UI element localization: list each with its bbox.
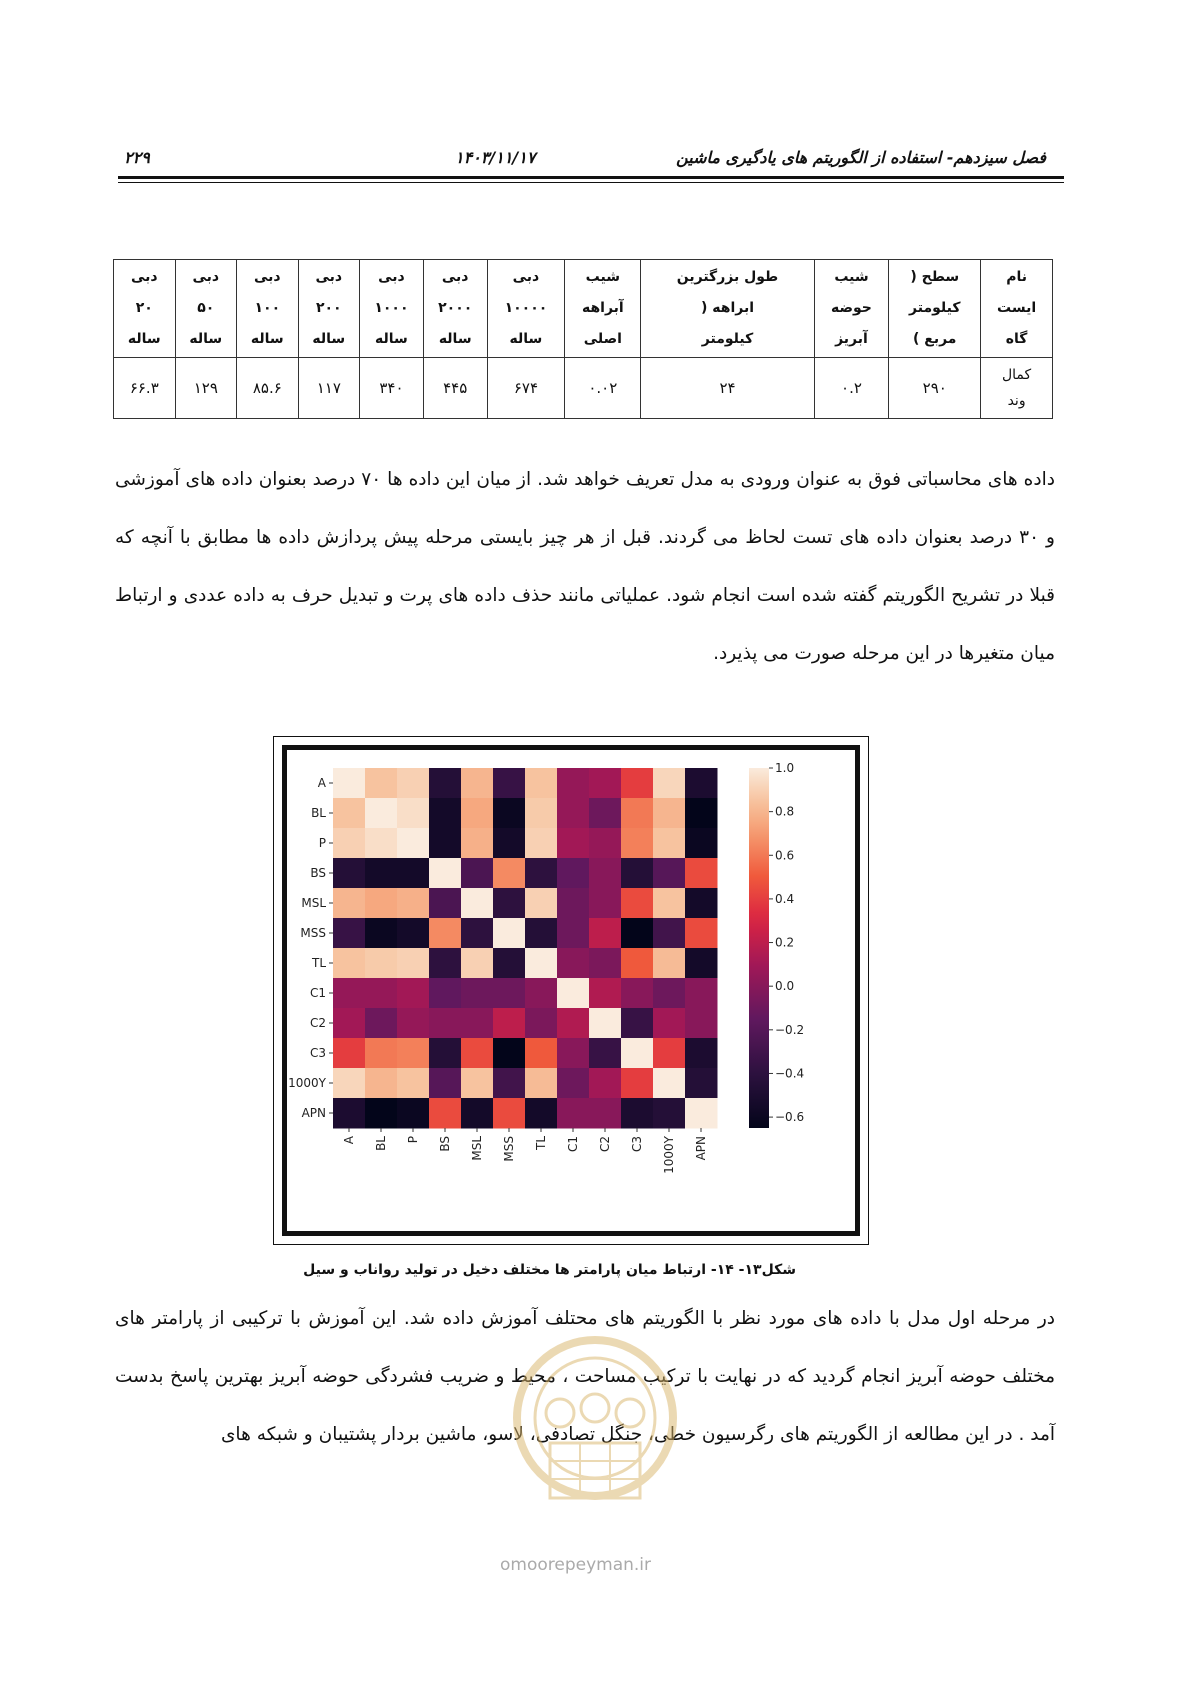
heatmap-cell xyxy=(461,858,494,889)
heatmap-cell xyxy=(333,948,366,979)
y-tick-label: A xyxy=(317,776,326,790)
heatmap-cell xyxy=(653,948,686,979)
heatmap-cell xyxy=(525,768,558,799)
heatmap-cell xyxy=(397,798,430,829)
header-line: دبی xyxy=(512,269,540,285)
heatmap-cell xyxy=(557,1038,590,1069)
y-tick-label: BL xyxy=(311,806,326,820)
heatmap-cell xyxy=(493,1008,526,1039)
heatmap-cell xyxy=(397,948,430,979)
colorbar-tick-label: 0.6 xyxy=(775,848,795,863)
heatmap-cell xyxy=(653,1098,686,1129)
heatmap-cell xyxy=(333,1068,366,1099)
paragraph-preprocessing: داده های محاسباتی فوق به عنوان ورودی به مدل تعریف خواهد شد. از میان این داده ها ۷۰ درصد بعنوان داده های آموزشی و ۳۰ درصد بعنوان داده های تست لحاظ می گردند. قبل از هر چیز بایستی مرحله پیش پردازش داده ها مطابق با آنچه که قبلا در تشریح الگوریتم گفته شده است انجام شود. عملیاتی مانند حذف داده های پرت و تبدیل حرف به داده عددی و ارتباط میان متغیرها در این مرحله صورت می پذیرد. xyxy=(115,469,1055,664)
table-header-cell xyxy=(175,260,236,358)
header-line: ۲۰۰ xyxy=(315,300,342,316)
header-line: کیلومتر xyxy=(701,331,754,347)
discharge-table xyxy=(113,259,1053,419)
header-line: حوضه xyxy=(831,300,872,316)
x-tick-label: P xyxy=(406,1136,420,1144)
heatmap-cell xyxy=(685,1068,718,1099)
heatmap-cell xyxy=(621,858,654,889)
heatmap-cell xyxy=(621,918,654,949)
heatmap-cell xyxy=(653,1068,686,1099)
heatmap-cell xyxy=(397,1038,430,1069)
correlation-heatmap xyxy=(287,750,857,1233)
heatmap-cell xyxy=(365,858,398,889)
table-header-cell xyxy=(641,260,814,358)
x-tick-label: 1000Y xyxy=(662,1136,676,1174)
heatmap-cell xyxy=(333,888,366,919)
x-tick-label: APN xyxy=(694,1136,708,1161)
heatmap-cell xyxy=(525,828,558,859)
header-line: گاه xyxy=(1005,331,1028,347)
table-header-cell xyxy=(565,260,641,358)
heatmap-cell xyxy=(493,978,526,1009)
heatmap-cell xyxy=(397,858,430,889)
heatmap-cell xyxy=(397,1008,430,1039)
heatmap-cell xyxy=(461,948,494,979)
heatmap-cell xyxy=(589,918,622,949)
page-date: ۱۴۰۳/۱۱/۱۷ xyxy=(455,148,536,167)
heatmap-cell xyxy=(397,918,430,949)
header-line: ۱۰۰۰۰ xyxy=(504,300,548,316)
y-tick-label: C3 xyxy=(309,1046,326,1060)
header-line: کیلومتر xyxy=(909,300,961,316)
heatmap-cell xyxy=(429,768,462,799)
colorbar-tick-label: −0.6 xyxy=(775,1110,805,1125)
table-cell xyxy=(981,358,1053,419)
heatmap-cell xyxy=(557,1068,590,1099)
header-line: آبریز xyxy=(835,331,868,347)
heatmap-cell xyxy=(429,948,462,979)
heatmap-cell xyxy=(685,1098,718,1129)
header-line: ساله xyxy=(438,331,472,347)
heatmap-cell xyxy=(621,828,654,859)
heatmap-cell xyxy=(333,798,366,829)
table-cell: ۱۲۹ xyxy=(175,358,236,419)
watermark-url: omoorepeyman.ir xyxy=(500,1555,652,1575)
heatmap-cell xyxy=(429,798,462,829)
heatmap-cell xyxy=(333,828,366,859)
heatmap-cell xyxy=(493,798,526,829)
heatmap-cell xyxy=(557,948,590,979)
heatmap-cell xyxy=(653,888,686,919)
heatmap-cell xyxy=(653,918,686,949)
x-tick-label: A xyxy=(342,1136,356,1145)
table-header-cell xyxy=(114,260,176,358)
heatmap-cell xyxy=(525,858,558,889)
table-header-cell xyxy=(360,260,424,358)
heatmap-cell xyxy=(589,888,622,919)
heatmap-cell xyxy=(525,888,558,919)
table-cell: ۶۶.۳ xyxy=(114,358,176,419)
heatmap-cell xyxy=(397,828,430,859)
heatmap-cell xyxy=(653,768,686,799)
heatmap-cell xyxy=(461,1068,494,1099)
y-tick-label: TL xyxy=(311,956,326,970)
heatmap-cell xyxy=(461,1038,494,1069)
heatmap-cell xyxy=(365,918,398,949)
heatmap-cell xyxy=(333,1008,366,1039)
heatmap-cell xyxy=(525,1098,558,1129)
heatmap-cell xyxy=(365,1008,398,1039)
table-header-cell xyxy=(423,260,487,358)
y-tick-label: BS xyxy=(310,866,326,880)
heatmap-cell xyxy=(621,1098,654,1129)
heatmap-cell xyxy=(557,1008,590,1039)
heatmap-cell xyxy=(365,1098,398,1129)
header-line: شیب xyxy=(585,269,620,285)
heatmap-cell xyxy=(493,918,526,949)
heatmap-cell xyxy=(365,1068,398,1099)
y-tick-label: MSS xyxy=(300,926,326,940)
table-cell: ۰.۰۲ xyxy=(565,358,641,419)
heatmap-cell xyxy=(653,1038,686,1069)
table-cell: ۸۵.۶ xyxy=(237,358,298,419)
y-tick-label: MSL xyxy=(301,896,326,910)
table-cell: ۰.۲ xyxy=(814,358,889,419)
heatmap-cell xyxy=(461,888,494,919)
x-tick-label: MSS xyxy=(502,1136,516,1162)
x-tick-label: BS xyxy=(438,1136,452,1152)
heatmap-cell xyxy=(685,1038,718,1069)
heatmap-cell xyxy=(429,1008,462,1039)
heatmap-cell xyxy=(493,1098,526,1129)
heatmap-cell xyxy=(557,978,590,1009)
heatmap-cell xyxy=(653,828,686,859)
x-tick-label: C1 xyxy=(566,1136,580,1153)
heatmap-cell xyxy=(589,858,622,889)
y-tick-label: APN xyxy=(301,1106,326,1120)
colorbar-tick-label: −0.4 xyxy=(775,1066,805,1081)
heatmap-cell xyxy=(685,798,718,829)
heatmap-cell xyxy=(685,768,718,799)
header-line: ساله xyxy=(375,331,408,347)
heatmap-cell xyxy=(525,1038,558,1069)
heatmap-cell xyxy=(333,1098,366,1129)
heatmap-cell xyxy=(493,1068,526,1099)
header-line: دبی xyxy=(130,269,158,285)
heatmap-cell xyxy=(653,1008,686,1039)
table-header-cell xyxy=(981,260,1053,358)
colorbar-tick-label: −0.2 xyxy=(775,1022,805,1037)
header-line: طول بزرگترین xyxy=(676,269,779,285)
colorbar-tick-label: 1.0 xyxy=(775,761,795,775)
heatmap-cell xyxy=(493,858,526,889)
heatmap-cell xyxy=(589,1068,622,1099)
x-tick-label: C3 xyxy=(630,1136,644,1153)
colorbar-tick-label: 0.0 xyxy=(775,979,795,994)
heatmap-cell xyxy=(333,978,366,1009)
table-cell: ۴۴۵ xyxy=(423,358,487,419)
header-line: ساله xyxy=(250,331,284,347)
header-line: دبی xyxy=(315,269,343,285)
heatmap-cell xyxy=(685,918,718,949)
heatmap-cell xyxy=(557,768,590,799)
heatmap-cell xyxy=(525,1068,558,1099)
watermark-logo xyxy=(490,1313,700,1543)
heatmap-cell xyxy=(429,828,462,859)
header-line: سطح ( xyxy=(910,269,960,285)
heatmap-cell xyxy=(461,768,494,799)
header-line: ساله xyxy=(127,331,161,347)
heatmap-cell xyxy=(589,1038,622,1069)
heatmap-cell xyxy=(557,858,590,889)
heatmap-cell xyxy=(589,768,622,799)
header-line: آبراهه xyxy=(581,300,624,316)
heatmap-cell xyxy=(589,1098,622,1129)
heatmap-cell xyxy=(589,798,622,829)
heatmap-cell xyxy=(525,978,558,1009)
heatmap-cell xyxy=(589,828,622,859)
heatmap-cell xyxy=(525,918,558,949)
heatmap-cell xyxy=(493,888,526,919)
heatmap-cell xyxy=(685,858,718,889)
y-tick-label: 1000Y xyxy=(288,1076,326,1090)
heatmap-cell xyxy=(525,798,558,829)
heatmap-cell xyxy=(621,798,654,829)
heatmap-cell xyxy=(557,918,590,949)
heatmap-cell xyxy=(365,768,398,799)
header-line: ایست xyxy=(997,300,1037,316)
heatmap-cell xyxy=(557,888,590,919)
x-tick-label: C2 xyxy=(598,1136,612,1153)
heatmap-cell xyxy=(365,948,398,979)
heatmap-cell xyxy=(685,828,718,859)
heatmap-cell xyxy=(365,828,398,859)
header-rule-thin xyxy=(118,182,1064,183)
header-line: ساله xyxy=(189,331,223,347)
y-tick-label: P xyxy=(318,836,326,850)
header-line: اصلی xyxy=(583,331,622,347)
heatmap-cell xyxy=(557,1098,590,1129)
colorbar-tick-label: 0.2 xyxy=(775,935,795,950)
heatmap-cell xyxy=(333,918,366,949)
x-tick-label: BL xyxy=(374,1136,388,1151)
heatmap-cell xyxy=(621,978,654,1009)
colorbar xyxy=(749,768,769,1128)
table-header-row xyxy=(114,260,1053,358)
table-row xyxy=(114,358,1053,419)
heatmap-cell xyxy=(493,768,526,799)
heatmap-cell xyxy=(429,978,462,1009)
heatmap-cell xyxy=(333,1038,366,1069)
heatmap-cell xyxy=(653,978,686,1009)
heatmap-cell xyxy=(397,1068,430,1099)
heatmap-cell xyxy=(621,1008,654,1039)
heatmap-cell xyxy=(621,768,654,799)
heatmap-cell xyxy=(397,978,430,1009)
colorbar-tick-label: 0.4 xyxy=(775,891,795,906)
heatmap-cell xyxy=(397,1098,430,1129)
figure-caption: شکل۱۳- ۱۴- ارتباط میان پارامتر ها مختلف دخیل در تولید رواناب و سیل xyxy=(303,1262,796,1278)
heatmap-cell xyxy=(333,858,366,889)
figure-frame xyxy=(282,745,860,1236)
heatmap-cell xyxy=(653,858,686,889)
heatmap-cell xyxy=(557,828,590,859)
table-header-cell xyxy=(889,260,981,358)
header-line: ۲۰۰۰ xyxy=(438,300,473,316)
header-line: ساله xyxy=(509,331,543,347)
heatmap-cell xyxy=(461,918,494,949)
correlation-figure xyxy=(273,736,869,1245)
heatmap-cell xyxy=(589,978,622,1009)
table-header-cell xyxy=(814,260,889,358)
x-tick-label: MSL xyxy=(470,1136,484,1161)
heatmap-cell xyxy=(461,828,494,859)
header-line: ۵۰ xyxy=(197,300,215,316)
y-tick-label: C1 xyxy=(309,986,326,1000)
heatmap-cell xyxy=(397,888,430,919)
header-line: دبی xyxy=(254,269,281,285)
heatmap-cell xyxy=(493,948,526,979)
heatmap-cell xyxy=(429,918,462,949)
header-line: دبی xyxy=(378,269,405,285)
x-tick-label: TL xyxy=(534,1136,548,1151)
station-name-line: کمال xyxy=(1001,367,1032,383)
heatmap-cell xyxy=(429,858,462,889)
header-line: ابراهه ( xyxy=(700,300,755,316)
heatmap-cell xyxy=(525,1008,558,1039)
header-line: ساله xyxy=(312,331,346,347)
heatmap-cell xyxy=(557,798,590,829)
table-cell: ۲۹۰ xyxy=(889,358,981,419)
heatmap-cell xyxy=(685,888,718,919)
heatmap-cell xyxy=(429,1098,462,1129)
heatmap-cell xyxy=(493,828,526,859)
heatmap-cell xyxy=(653,798,686,829)
heatmap-cell xyxy=(461,978,494,1009)
table-header-cell xyxy=(237,260,298,358)
heatmap-cell xyxy=(461,1098,494,1129)
heatmap-cell xyxy=(365,798,398,829)
heatmap-cell xyxy=(461,1008,494,1039)
heatmap-cell xyxy=(365,1038,398,1069)
heatmap-cell xyxy=(621,1068,654,1099)
heatmap-cell xyxy=(397,768,430,799)
heatmap-cell xyxy=(685,1008,718,1039)
table-cell: ۱۱۷ xyxy=(298,358,359,419)
heatmap-cell xyxy=(365,978,398,1009)
header-line: ۲۰ xyxy=(135,300,153,316)
heatmap-cell xyxy=(429,1038,462,1069)
heatmap-cell xyxy=(429,888,462,919)
heatmap-cell xyxy=(621,948,654,979)
heatmap-cell xyxy=(621,1038,654,1069)
header-line: ۱۰۰ xyxy=(254,300,281,316)
table-cell: ۲۴ xyxy=(641,358,814,419)
heatmap-cell xyxy=(589,1008,622,1039)
header-line: نام xyxy=(1006,269,1027,285)
table-header-cell xyxy=(487,260,565,358)
heatmap-cell xyxy=(365,888,398,919)
page-number: ۲۲۹ xyxy=(124,148,150,167)
heatmap-cell xyxy=(461,798,494,829)
header-rule xyxy=(118,176,1064,179)
table-header-cell xyxy=(298,260,359,358)
header-line: دبی xyxy=(441,269,469,285)
heatmap-cell xyxy=(493,1038,526,1069)
heatmap-cell xyxy=(621,888,654,919)
y-tick-label: C2 xyxy=(309,1016,326,1030)
heatmap-cell xyxy=(685,978,718,1009)
header-line: شیب xyxy=(834,269,869,285)
heatmap-cell xyxy=(525,948,558,979)
heatmap-cell xyxy=(685,948,718,979)
heatmap-cell xyxy=(589,948,622,979)
table-cell: ۶۷۴ xyxy=(487,358,565,419)
chapter-title: فصل سیزدهم- استفاده از الگوریتم های یادگیری ماشین xyxy=(676,148,1046,167)
heatmap-cell xyxy=(429,1068,462,1099)
table-cell: ۳۴۰ xyxy=(360,358,424,419)
station-name-line: وند xyxy=(1007,393,1026,409)
colorbar-tick-label: 0.8 xyxy=(775,804,795,819)
header-line: ۱۰۰۰ xyxy=(374,300,409,316)
paragraph-training: در مرحله اول مدل با داده های مورد نظر با الگوریتم های محتلف آموزش داده شد. این آموزش با ترکیبی از پارامتر های مختلف حوضه آبریز انجام گردید که در نهایت با ترکیب مساحت ، محیط و ضریب فشردگی حوضه آبریز بهترین پاسخ بدست آمد . در این مطالعه از الگوریتم های رگرسیون خطی، جنگل تصادفی، لاسو، ماشین بردار پشتیبان و شبکه های xyxy=(115,1308,1055,1445)
heatmap-cell xyxy=(333,768,366,799)
header-line: مربع ) xyxy=(913,331,957,347)
header-line: دبی xyxy=(192,269,220,285)
